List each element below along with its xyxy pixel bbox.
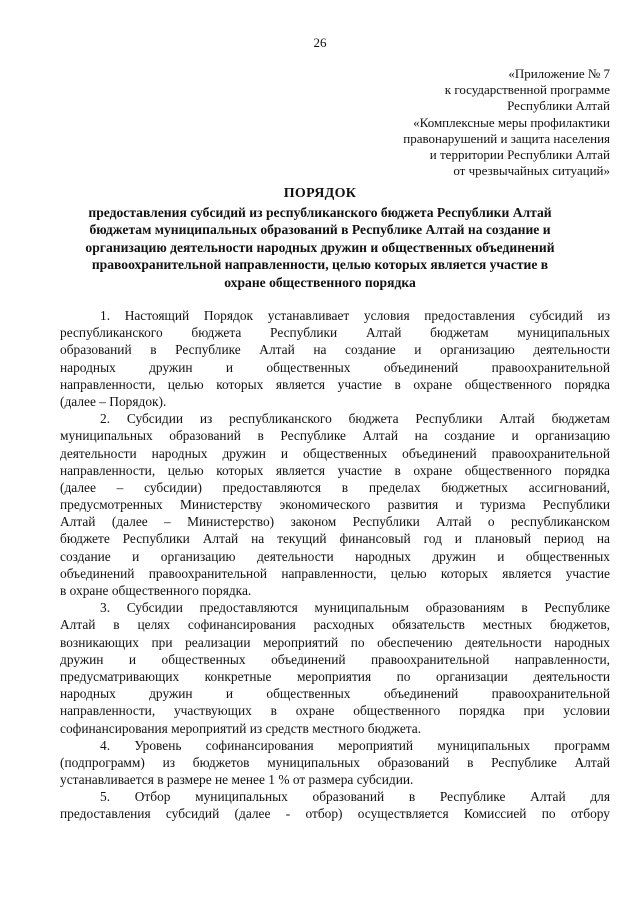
paragraph-line: 3. Субсидии предоставляются муниципальным образованиям в Республике [100, 600, 610, 616]
page-number: 26 [313, 35, 327, 50]
paragraph-line: муниципальных образований в Республике Алтай на создание и организацию [60, 428, 610, 444]
appendix-line: «Комплексные меры профилактики [413, 114, 610, 130]
document-body [60, 307, 610, 823]
paragraph-line: предусмотренных Министерству экономического развития и туризма Республики [60, 497, 610, 513]
paragraph-4 [60, 737, 610, 789]
paragraph-line: предоставления субсидий (далее - отбор) осуществляется Комиссией по отбору [60, 806, 610, 822]
paragraph-line: (подпрограмм) из бюджетов муниципальных образований в Республике Алтай [60, 754, 610, 770]
paragraph-line: Алтай в целях софинансирования расходных обязательств местных бюджетов, [60, 617, 610, 633]
paragraph-line: в охране общественного порядка. [60, 583, 252, 598]
paragraph-line: народных дружин и общественных объединений правоохранительной [60, 686, 610, 702]
paragraph-line: образований в Республике Алтай на создание и организацию деятельности [60, 342, 610, 358]
appendix-line: от чрезвычайных ситуаций» [453, 163, 610, 179]
paragraph-2 [60, 410, 610, 599]
paragraph-line: (далее – Порядок). [60, 393, 167, 409]
appendix-line: правонарушений и защита населения [403, 130, 610, 146]
paragraph-line: 2. Субсидии из республиканского бюджета Республики Алтай бюджетам [100, 411, 610, 427]
paragraph-line: 1. Настоящий Порядок устанавливает условия предоставления субсидий из [100, 308, 610, 323]
paragraph-line: 5. Отбор муниципальных образований в Республике Алтай для [100, 789, 610, 805]
paragraph-line: направленности, целью которых является участие в охране общественного порядка [60, 376, 610, 392]
subtitle-line: бюджетам муниципальных образований в Республике Алтай на создание и [89, 222, 551, 238]
subtitle-line: предоставления субсидий из республиканского бюджета Республики Алтай [88, 205, 552, 220]
appendix-line: к государственной программе [444, 82, 610, 98]
paragraph-line: возникающих при реализации мероприятий по обеспечению деятельности народных [60, 634, 610, 650]
paragraph-line: дружин и общественных объединений правоохранительной направленности, [60, 651, 610, 667]
appendix-line: и территории Республики Алтай [429, 147, 610, 163]
paragraph-line: (далее – субсидии) предоставляются в пределах бюджетных ассигнований, [60, 479, 610, 495]
paragraph-line: софинансирования мероприятий из средств местного бюджета. [60, 720, 422, 736]
paragraph-line: 4. Уровень софинансирования мероприятий муниципальных программ [100, 737, 610, 753]
paragraph-line: бюджете Республики Алтай на текущий финансовый год и плановый период на [60, 531, 610, 547]
paragraph-line: создание и организацию деятельности народных дружин и общественных [60, 548, 610, 564]
paragraph-3 [60, 599, 610, 737]
paragraph-line: деятельности народных дружин и общественных объединений правоохранительной [60, 445, 610, 461]
paragraph-line: народных дружин и общественных объединений правоохранительной [60, 359, 610, 375]
paragraph-line: Алтай (далее – Министерство) законом Республики Алтай о республиканском [60, 514, 610, 530]
paragraph-line: устанавливается в размере не менее 1 % от размера субсидии. [60, 772, 414, 788]
paragraph-line: предусматривающих конкретные мероприятия по организации деятельности [60, 668, 610, 684]
document-title: ПОРЯДОК [283, 186, 357, 201]
paragraph-line: объединений правоохранительной направленности, целью которых является участие [60, 565, 610, 581]
paragraph-line: направленности, целью которых является участие в охране общественного порядка [60, 462, 610, 478]
paragraph-line: республиканского бюджета Республики Алтай бюджетам муниципальных [60, 325, 610, 341]
appendix-line: «Приложение № 7 [508, 66, 610, 81]
paragraph-1 [60, 307, 610, 410]
subtitle-line: охране общественного порядка [224, 274, 416, 290]
appendix-header [280, 66, 610, 179]
subtitle-line: организацию деятельности народных дружин и общественных объединений [85, 239, 555, 255]
subtitle-line: правоохранительной направленности, целью которых является участие в [91, 257, 549, 273]
paragraph-5 [60, 788, 610, 822]
appendix-line: Республики Алтай [507, 98, 610, 114]
document-subtitle [40, 204, 600, 291]
paragraph-line: направленности, участвующих в охране общественного порядка при условии [60, 703, 610, 719]
